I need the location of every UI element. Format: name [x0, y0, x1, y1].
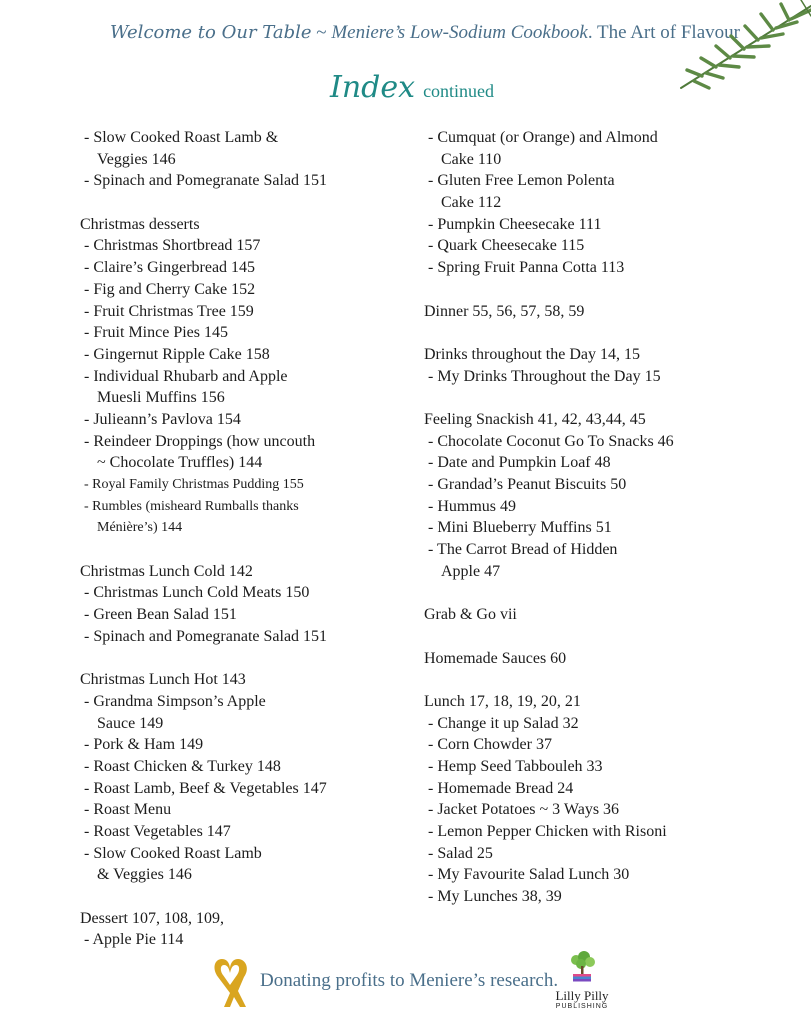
index-category: Dessert 107, 108, 109,	[80, 909, 224, 927]
index-entry: - My Favourite Salad Lunch 30	[428, 866, 630, 884]
index-entry-continuation: Ménière’s) 144	[97, 520, 183, 536]
index-entry: - Pumpkin Cheesecake 111	[428, 215, 602, 233]
index-entry: - Grandad’s Peanut Biscuits 50	[428, 476, 627, 493]
index-entry: - Roast Menu	[84, 801, 172, 819]
index-entry: - Spinach and Pomegranate Salad 151	[84, 627, 328, 645]
donation-message: Donating profits to Meniere’s research.	[260, 970, 559, 991]
index-category: Drinks throughout the Day 14, 15	[424, 345, 640, 363]
index-entry: - Roast Vegetables 147	[84, 823, 231, 840]
index-entry: - Chocolate Coconut Go To Snacks 46	[428, 432, 674, 450]
publisher-name: Lilly Pilly	[555, 988, 609, 1003]
index-spacer	[80, 886, 410, 908]
index-category: Lunch 17, 18, 19, 20, 21	[424, 692, 581, 710]
index-entry: - Christmas Lunch Cold Meats 150	[84, 584, 310, 602]
index-entry: - Fig and Cherry Cake 152	[84, 280, 256, 298]
awareness-ribbon-icon	[200, 955, 260, 1010]
index-entry: - Cumquat (or Orange) and Almond	[428, 129, 658, 146]
index-entry: - Apple Pie 114	[84, 931, 184, 949]
index-entry-continuation: & Veggies 146	[97, 866, 192, 884]
index-entry: - Grandma Simpson’s Apple	[84, 692, 266, 710]
index-entry: - Spring Fruit Panna Cotta 113	[428, 259, 625, 277]
index-entry: - Reindeer Droppings (how uncouth	[84, 432, 316, 450]
index-entry: - Gluten Free Lemon Polenta	[428, 172, 615, 190]
header-tagline: . The Art of Flavour	[587, 22, 740, 43]
index-spacer	[424, 387, 784, 409]
index-entry: - Rumbles (misheard Rumballs thanks	[84, 498, 299, 514]
index-entry: - Roast Chicken & Turkey 148	[84, 757, 281, 775]
index-entry-continuation: Apple 47	[441, 562, 501, 580]
index-entry: - Homemade Bread 24	[428, 779, 574, 797]
tree-logo-icon	[562, 950, 602, 984]
index-entry: - Quark Cheesecake 115	[428, 237, 585, 255]
index-spacer	[424, 626, 784, 648]
index-entry: - Fruit Christmas Tree 159	[84, 302, 254, 320]
index-category: Feeling Snackish 41, 42, 43,44, 45	[424, 410, 646, 428]
index-entry: - The Carrot Bread of Hidden	[428, 541, 618, 559]
index-continued-label: continued	[423, 81, 495, 101]
index-entry: - Royal Family Christmas Pudding 155	[84, 477, 304, 492]
index-entry: - Gingernut Ripple Cake 158	[84, 345, 270, 363]
index-title	[330, 70, 494, 105]
index-entry: - Mini Blueberry Muffins 51	[428, 519, 612, 537]
index-spacer	[424, 279, 784, 301]
index-category: Homemade Sauces 60	[424, 649, 567, 667]
index-entry: - Individual Rhubarb and Apple	[84, 367, 288, 385]
header-book-title: Meniere’s Low-Sodium Cookbook	[331, 22, 588, 43]
index-entry: - Corn Chowder 37	[428, 736, 552, 754]
index-spacer	[80, 192, 410, 214]
index-entry: - My Drinks Throughout the Day 15	[428, 367, 661, 385]
index-entry: - Date and Pumpkin Loaf 48	[428, 454, 611, 472]
index-entry-continuation: Cake 112	[441, 194, 502, 212]
index-entry: - Hummus 49	[428, 497, 516, 515]
index-right-column	[424, 127, 784, 908]
index-entry: - Lemon Pepper Chicken with Risoni	[428, 823, 667, 840]
index-category: Grab & Go vii	[424, 606, 517, 624]
rosemary-sprig-icon	[661, 0, 811, 95]
index-spacer	[424, 322, 784, 344]
index-entry: - Spinach and Pomegranate Salad 151	[84, 172, 328, 190]
index-left-column	[80, 127, 410, 951]
index-spacer	[424, 582, 784, 604]
index-spacer	[80, 648, 410, 670]
publisher-logo	[548, 950, 616, 1010]
index-entry: - Christmas Shortbread 157	[84, 237, 261, 255]
index-category: Dinner 55, 56, 57, 58, 59	[424, 302, 585, 320]
index-entry: - Salad 25	[428, 844, 493, 862]
index-category: Christmas Lunch Cold 142	[80, 562, 253, 580]
index-entry-continuation: Muesli Muffins 156	[97, 389, 225, 407]
index-category: Christmas Lunch Hot 143	[80, 671, 246, 689]
index-entry: - My Lunches 38, 39	[428, 888, 562, 906]
index-entry: - Claire’s Gingerbread 145	[84, 259, 256, 277]
index-entry-continuation: Sauce 149	[97, 714, 164, 732]
index-entry: - Roast Lamb, Beef & Vegetables 147	[84, 779, 327, 797]
index-spacer	[424, 669, 784, 691]
index-entry: - Jacket Potatoes ~ 3 Ways 36	[428, 801, 620, 819]
index-entry-continuation: ~ Chocolate Truffles) 144	[97, 454, 263, 472]
index-entry: - Slow Cooked Roast Lamb	[84, 844, 262, 862]
index-heading: Index	[330, 70, 416, 105]
index-category: Christmas desserts	[80, 215, 200, 233]
index-entry: - Fruit Mince Pies 145	[84, 324, 228, 342]
index-entry: - Pork & Ham 149	[84, 736, 204, 754]
index-entry: - Slow Cooked Roast Lamb &	[84, 129, 279, 146]
index-entry: - Julieann’s Pavlova 154	[84, 410, 241, 428]
index-entry-continuation: Cake 110	[441, 150, 502, 168]
header-separator: ~	[311, 22, 332, 43]
index-spacer	[80, 539, 410, 561]
index-entry: - Green Bean Salad 151	[84, 606, 237, 624]
index-entry: - Change it up Salad 32	[428, 714, 579, 732]
publisher-subtitle: PUBLISHING	[555, 1003, 609, 1010]
index-entry-continuation: Veggies 146	[97, 150, 176, 168]
index-entry: - Hemp Seed Tabbouleh 33	[428, 757, 603, 775]
header-welcome: Welcome to Our Table	[110, 22, 312, 43]
